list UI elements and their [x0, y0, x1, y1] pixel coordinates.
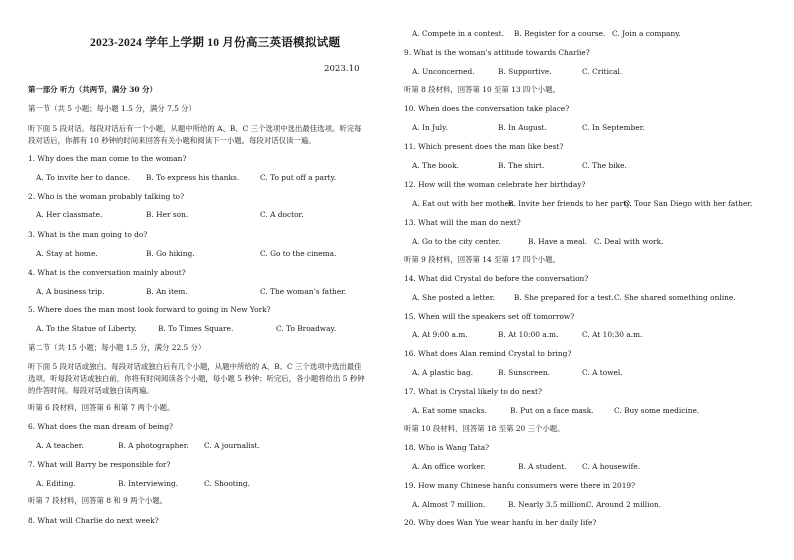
- option-c[interactable]: C. A journalist.: [204, 441, 260, 450]
- section1-heading: 第一节（共 5 小题；每小题 1.5 分，满分 7.5 分）: [28, 104, 196, 113]
- option-a[interactable]: A. Almost 7 million.: [412, 500, 486, 509]
- option-c[interactable]: C. Critical.: [582, 67, 623, 76]
- question-text: 13. What will the man do next?: [404, 218, 521, 227]
- section2-instructions-line2: 选项。听每段对话或独白前，你将有时间阅读各个小题，每小题 5 秒钟；听完后，各小题将给出 5 秒钟: [28, 374, 365, 383]
- option-b[interactable]: B. Supportive.: [498, 67, 552, 76]
- option-b[interactable]: B. Have a meal.: [528, 237, 588, 246]
- option-b[interactable]: B. Interviewing.: [118, 479, 179, 488]
- option-c[interactable]: C. To put off a party.: [260, 173, 337, 182]
- question-text: 2. Who is the woman probably talking to?: [28, 192, 185, 201]
- option-b[interactable]: B. Nearly 3.5 million.: [508, 500, 588, 509]
- option-a[interactable]: A. A teacher.: [36, 441, 84, 450]
- question-text: 4. What is the conversation mainly about?: [28, 268, 186, 277]
- exam-title: 2023-2024 学年上学期 10 月份高三英语模拟试题: [90, 36, 341, 49]
- option-a[interactable]: A. The book.: [412, 161, 459, 170]
- material-intro: 听第 10 段材料，回答第 18 至第 20 三个小题。: [404, 424, 565, 433]
- option-b[interactable]: B. To express his thanks.: [146, 173, 240, 182]
- option-a[interactable]: A. Go to the city center.: [412, 237, 501, 246]
- question-text: 7. What will Barry be responsible for?: [28, 460, 171, 469]
- option-c[interactable]: C. Shooting.: [204, 479, 250, 488]
- option-b[interactable]: B. She prepared for a test.: [514, 293, 614, 302]
- option-a[interactable]: A. To invite her to dance.: [36, 173, 131, 182]
- option-c[interactable]: C. The woman’s father.: [260, 287, 347, 296]
- option-c[interactable]: C. She shared something online.: [614, 293, 736, 302]
- question-text: 12. How will the woman celebrate her birthday?: [404, 180, 586, 189]
- section1-instructions-line1: 听下面 5 段对话。每段对话后有一个小题，从题中所给的 A、B、C 三个选项中选出最佳选项。听完每: [28, 124, 362, 133]
- question-text: 19. How many Chinese hanfu consumers were there in 2019?: [404, 481, 636, 490]
- option-c[interactable]: C. The bike.: [582, 161, 627, 170]
- option-b[interactable]: B. Invite her friends to her party.: [508, 199, 632, 208]
- section2-instructions-line1: 听下面 5 段对话或独白。每段对话或独白后有几个小题，从题中所给的 A、B、C 三个选项中选出最佳: [28, 362, 362, 371]
- option-b[interactable]: B. To Times Square.: [158, 324, 234, 333]
- option-a[interactable]: A. Compete in a contest.: [412, 29, 504, 38]
- option-b[interactable]: B. Register for a course.: [514, 29, 606, 38]
- option-b[interactable]: B. At 10:00 a.m.: [498, 330, 559, 339]
- question-text: 6. What does the man dream of being?: [28, 422, 174, 431]
- option-a[interactable]: A. Unconcerned.: [412, 67, 475, 76]
- option-a[interactable]: A. Eat out with her mother.: [412, 199, 515, 208]
- option-c[interactable]: C. Go to the cinema.: [260, 249, 337, 258]
- option-a[interactable]: A. Her classmate.: [36, 210, 103, 219]
- option-a[interactable]: A. Stay at home.: [36, 249, 98, 258]
- option-b[interactable]: B. In August.: [498, 123, 547, 132]
- material-intro: 听第 8 段材料，回答第 10 至第 13 四个小题。: [404, 85, 560, 94]
- option-b[interactable]: B. Sunscreen.: [498, 368, 551, 377]
- section2-heading: 第二节（共 15 小题；每小题 1.5 分，满分 22.5 分）: [28, 343, 206, 352]
- option-a[interactable]: A. A business trip.: [36, 287, 105, 296]
- question-text: 3. What is the man going to do?: [28, 230, 148, 239]
- question-text: 14. What did Crystal do before the conversation?: [404, 274, 589, 283]
- question-text: 18. Who is Wang Tata?: [404, 443, 490, 452]
- option-a[interactable]: A. Editing.: [36, 479, 76, 488]
- option-c[interactable]: C. A doctor.: [260, 210, 304, 219]
- option-a[interactable]: A. A plastic bag.: [412, 368, 474, 377]
- option-a[interactable]: A. At 9:00 a.m.: [412, 330, 468, 339]
- section2-instructions-line3: 的作答时间。每段对话或独白读两遍。: [28, 386, 154, 395]
- question-text: 20. Why does Wan Yue wear hanfu in her daily life?: [404, 518, 597, 527]
- question-text: 8. What will Charlie do next week?: [28, 516, 159, 525]
- option-c[interactable]: C. Around 2 million.: [586, 500, 662, 509]
- question-text: 9. What is the woman’s attitude towards Charlie?: [404, 48, 590, 57]
- option-b[interactable]: B. Put on a face mask.: [510, 406, 594, 415]
- option-a[interactable]: A. To the Statue of Liberty.: [36, 324, 137, 333]
- question-text: 15. When will the speakers set off tomorrow?: [404, 312, 575, 321]
- option-a[interactable]: A. An office worker.: [412, 462, 486, 471]
- option-c[interactable]: C. At 10:30 a.m.: [582, 330, 643, 339]
- exam-date: 2023.10: [324, 64, 360, 74]
- question-text: 5. Where does the man most look forward to going in New York?: [28, 305, 271, 314]
- question-text: 17. What is Crystal likely to do next?: [404, 387, 542, 396]
- option-a[interactable]: A. Eat some snacks.: [412, 406, 487, 415]
- section1-instructions-line2: 段对话后，你都有 10 秒钟的时间来回答有关小题和阅读下一小题。每段对话仅读一遍。: [28, 136, 316, 145]
- option-b[interactable]: B. Go hiking.: [146, 249, 195, 258]
- question-text: 16. What does Alan remind Crystal to bring?: [404, 349, 572, 358]
- option-b[interactable]: B. An item.: [146, 287, 188, 296]
- option-c[interactable]: C. A housewife.: [582, 462, 641, 471]
- option-c[interactable]: C. Buy some medicine.: [614, 406, 700, 415]
- option-b[interactable]: B. A photographer.: [118, 441, 189, 450]
- option-c[interactable]: C. Tour San Diego with her father.: [624, 199, 753, 208]
- material-intro: 听第 6 段材料，回答第 6 和第 7 两个小题。: [28, 403, 175, 412]
- option-b[interactable]: B. The shirt.: [498, 161, 545, 170]
- question-text: 1. Why does the man come to the woman?: [28, 154, 187, 163]
- part1-heading: 第一部分 听力（共两节，满分 30 分）: [28, 85, 157, 94]
- option-c[interactable]: C. Deal with work.: [594, 237, 664, 246]
- option-a[interactable]: A. She posted a letter.: [412, 293, 495, 302]
- option-c[interactable]: C. To Broadway.: [276, 324, 337, 333]
- material-intro: 听第 9 段材料，回答第 14 至第 17 四个小题。: [404, 255, 560, 264]
- question-text: 10. When does the conversation take place?: [404, 104, 570, 113]
- question-text: 11. Which present does the man like best?: [404, 142, 564, 151]
- option-c[interactable]: C. In September.: [582, 123, 645, 132]
- material-intro: 听第 7 段材料，回答第 8 和 9 两个小题。: [28, 496, 168, 505]
- option-b[interactable]: B. Her son.: [146, 210, 189, 219]
- option-b[interactable]: B. A student.: [518, 462, 567, 471]
- option-c[interactable]: C. A towel.: [582, 368, 623, 377]
- option-c[interactable]: C. Join a company.: [612, 29, 681, 38]
- option-a[interactable]: A. In July.: [412, 123, 448, 132]
